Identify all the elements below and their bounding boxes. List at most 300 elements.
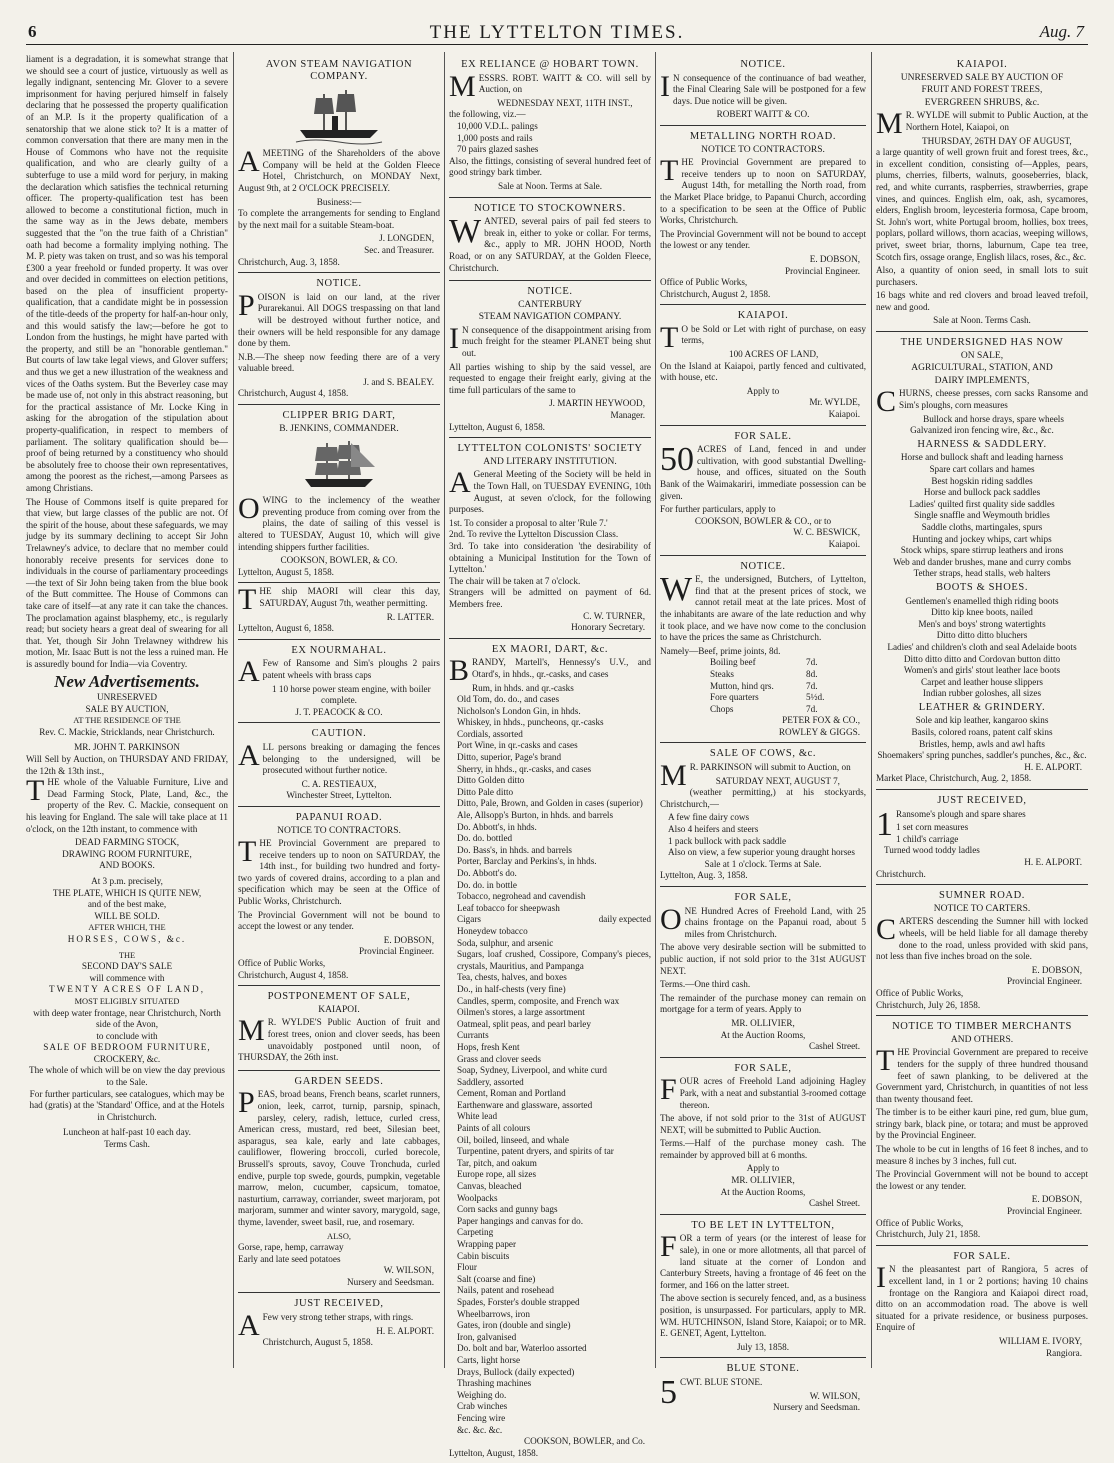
- ad-line: 2nd. To revive the Lyttelton Discussion Class.: [449, 529, 619, 540]
- ad-line: with deep water frontage, near Christchurch, North side of the Avon,: [33, 1007, 221, 1030]
- ad-body: OISON is laid on our land, at the river Purarekanui. All DOGS trespassing on that land will be destroyed without further notice, and their owners will be held responsible for any damage done by them.: [238, 291, 440, 349]
- column-rule: [655, 52, 656, 1368]
- drop-cap: O: [660, 902, 682, 936]
- item-list: [449, 121, 651, 156]
- list-item: Bullock and horse drays, spare wheels: [923, 413, 1064, 424]
- ad-avon-steam: [238, 54, 440, 273]
- list-item: Nails, patent and rosehead: [457, 1285, 554, 1296]
- item-list: [876, 596, 1088, 700]
- ad-date: Christchurch, July 21, 1858.: [876, 1229, 981, 1240]
- ad-title: JUST RECEIVED,: [937, 795, 1027, 807]
- ad-line: Early and late seed potatoes: [238, 1253, 341, 1264]
- ad-date: Lyttelton, Aug. 3, 1858.: [660, 870, 748, 881]
- ad-signature: PETER FOX & CO.,: [782, 715, 860, 726]
- ad-date: Office of Public Works,: [660, 277, 748, 288]
- ad-signature: MR. OLLIVIER,: [731, 1175, 795, 1186]
- list-item: Turpentine, patent dryers, and spirits of tar: [457, 1146, 614, 1157]
- list-item: Also 4 heifers and steers: [668, 824, 759, 835]
- price-value: 7d.: [806, 703, 818, 714]
- ad-signature: COOKSON, BOWLER, and Co.: [524, 1436, 645, 1447]
- ad-line: THE PLATE, WHICH IS QUITE NEW,: [52, 887, 202, 898]
- ad-signature: WILLIAM E. IVORY,: [998, 1335, 1082, 1346]
- ad-date: Christchurch, August 2, 1858.: [660, 288, 771, 299]
- ad-garden-seeds: [238, 1071, 440, 1294]
- list-item: Thrashing machines: [457, 1378, 532, 1389]
- ad-line: Gorse, rape, hemp, carraway: [238, 1242, 344, 1253]
- ad-title: FOR SALE,: [734, 1062, 792, 1074]
- ad-signature: J. LONGDEN,: [379, 233, 434, 244]
- list-item: 10,000 V.D.L. palings: [457, 120, 538, 131]
- ad-rangiora: [876, 1246, 1088, 1363]
- ad-body: HE Provincial Government are prepared to receive tenders up to noon on SATURDAY, August 14th, for metalling the North road, from the Market Place bridge, to Papanui Church, according to a specification to be seen at the Office of Public Works, Christchurch.: [660, 157, 866, 226]
- list-item: Paints of all colours: [457, 1123, 531, 1134]
- list-item: Earthenware and glassware, assorted: [457, 1099, 593, 1110]
- ad-signature: Mr. WYLDE,: [809, 397, 860, 408]
- ad-sumner-road: [876, 885, 1088, 1016]
- price-item: Steaks: [710, 668, 734, 679]
- ad-body: Terms.—One third cash.: [660, 979, 751, 990]
- ad-line: DEAD FARMING STOCK,: [74, 837, 180, 848]
- ad-body: R. WYLDE'S Public Auction of fruit and forest trees, onion and clover seeds, has been unavoidably postponed until noon, of THURSDAY, the 26th inst.: [238, 1017, 440, 1063]
- masthead: [26, 22, 1088, 45]
- list-item: Tobacco, negrohead and cavendish: [457, 891, 586, 902]
- ad-auction-mackie: [26, 692, 228, 1151]
- ad-line: MR. JOHN T. PARKINSON: [74, 742, 180, 753]
- ad-line: SECOND DAY'S SALE: [81, 961, 173, 972]
- drop-cap: T: [660, 320, 679, 354]
- ad-line: Terms Cash.: [104, 1139, 150, 1150]
- ad-body: (weather permitting,) at his stockyards, Christchurch,—: [660, 787, 866, 809]
- column-rule: [233, 52, 234, 1368]
- list-item: Cabin biscuits: [457, 1250, 510, 1261]
- ad-line: Apply to: [746, 1163, 780, 1174]
- drop-cap: M: [660, 759, 687, 793]
- ad-body: General Meeting of the Society will be held in the Town Hall, on TUESDAY EVENING, 10th August, at seven o'clock, for the following purposes.: [449, 469, 651, 515]
- list-item: Galvanized iron fencing wire, &c., &c.: [910, 425, 1054, 436]
- ad-line: The chair will be taken at 7 o'clock.: [449, 575, 581, 586]
- ad-line: THURSDAY, 26TH DAY OF AUGUST,: [921, 135, 1072, 146]
- ad-title: SUMNER ROAD.: [939, 890, 1025, 902]
- ad-hundred-acres: [660, 887, 866, 1058]
- item-list: [876, 452, 1088, 580]
- ad-date: Christchurch, August 4, 1858.: [238, 388, 349, 399]
- price-row: [660, 704, 866, 716]
- ad-implements: [876, 332, 1088, 790]
- list-item: Sherry, in hhds., qr.-casks, and cases: [457, 763, 592, 774]
- ad-signature: ROBERT WAITT & CO.: [716, 109, 810, 120]
- issue-date: Aug. 7: [1039, 22, 1084, 41]
- list-item: White lead: [457, 1111, 498, 1122]
- ad-body: To complete the arrangements for sending to England by the next mail for a suitable Steam-boat.: [238, 208, 440, 230]
- ad-line: Business:—: [316, 196, 362, 207]
- ad-line: For further particulars, see catalogues, which may be had (gratis) at the 'Standard' Office, and at the Hotels in Christchurch.: [29, 1088, 225, 1122]
- list-item: Web and dander brushes, mane and curry combs: [893, 556, 1071, 567]
- ad-line: 1 10 horse power steam engine, with boiler complete.: [271, 683, 431, 706]
- ad-date: Lyttelton, August 6, 1858.: [449, 421, 545, 432]
- list-item: Tea, chests, halves, and boxes: [457, 972, 567, 983]
- ad-signature: Provincial Engineer.: [784, 265, 860, 276]
- ad-body: Ransome's plough and spare shares: [896, 808, 1026, 819]
- list-item: Do. bolt and bar, Waterloo assorted: [457, 1343, 587, 1354]
- list-item: Bristles, hemp, awls and awl hafts: [919, 738, 1045, 749]
- ad-subtitle: EVERGREEN SHRUBS, &c.: [924, 97, 1040, 108]
- drop-cap: T: [238, 583, 257, 617]
- ad-body: The Provincial Government will not be bound to accept the lowest or any tender.: [876, 1169, 1088, 1191]
- ad-section-heading: HARNESS & SADDLERY.: [917, 438, 1047, 450]
- column-5: [876, 54, 1088, 1366]
- list-item: Carpet and leather house slippers: [921, 676, 1043, 687]
- drop-cap: W: [449, 213, 482, 251]
- list-item: Oil, boiled, linseed, and whale: [457, 1134, 570, 1145]
- ad-signature: Honorary Secretary.: [571, 622, 645, 633]
- ad-line: TWENTY ACRES OF LAND,: [49, 984, 205, 995]
- ad-signature: R. LATTER.: [386, 611, 434, 622]
- ad-signature: Manager.: [610, 410, 645, 421]
- ad-signature: W. WILSON,: [809, 1390, 860, 1401]
- ad-line: 100 ACRES OF LAND,: [728, 349, 819, 360]
- ad-signature: Rangiora.: [1046, 1347, 1082, 1358]
- ad-timber-merchants: [876, 1016, 1088, 1246]
- ad-line: The whole of which will be on view the day previous to the Sale.: [29, 1065, 225, 1088]
- price-row: [660, 692, 866, 704]
- ad-body: OR a term of years (or the interest of lease for sale), in one or more allotments, all that parcel of land situate at the corner of London and Canterbury Streets, having a frontage of 46 feet on the former, and 166 on the latter street.: [660, 1233, 866, 1290]
- ad-line: Sale at Noon. Terms Cash.: [933, 315, 1031, 326]
- ad-title: NOTICE.: [316, 278, 362, 290]
- list-item: Ditto kip knee boots, nailed: [931, 607, 1033, 618]
- ad-title: EX NOURMAHAL.: [291, 644, 387, 656]
- ad-signature: ROWLEY & GIGGS.: [778, 726, 860, 737]
- drop-cap: P: [238, 1086, 255, 1120]
- list-item: Corn sacks and gunny bags: [457, 1204, 558, 1215]
- ad-signature: Cashel Street.: [808, 1041, 860, 1052]
- drop-cap: A: [449, 466, 471, 500]
- list-item: Shoemakers' spring punches, saddler's punches, &c., &c.: [877, 750, 1087, 761]
- ad-body: N consequence of the continuance of bad weather, the Final Clearing Sale will be postponed for a few days. Due notice will be given.: [673, 72, 866, 106]
- ad-title: JUST RECEIVED,: [294, 1298, 384, 1310]
- ad-title: NOTICE TO TIMBER MERCHANTS: [892, 1021, 1072, 1033]
- list-item: Nicholson's London Gin, in hhds.: [457, 705, 581, 716]
- ad-section-heading: LEATHER & GRINDERY.: [918, 701, 1046, 713]
- list-item: Ditto ditto ditto and Cordovan button ditto: [903, 653, 1061, 664]
- list-item: Do. do. in bottle: [457, 879, 517, 890]
- ad-signature: Winchester Street, Lyttelton.: [286, 790, 392, 801]
- ad-title: CAUTION.: [311, 728, 367, 740]
- list-item: Wheelbarrows, iron: [457, 1308, 530, 1319]
- ad-canterbury-steam: [449, 281, 651, 438]
- ad-body: Terms.—Half of the purchase money cash. The remainder by approved bill at 6 months.: [660, 1138, 866, 1160]
- list-item: Soap, Sydney, Liverpool, and white curd: [457, 1065, 607, 1076]
- ad-line: For further particulars, apply to: [660, 504, 776, 515]
- ad-date: Office of Public Works,: [876, 1217, 964, 1228]
- drop-cap: O: [238, 492, 260, 526]
- ad-signature: J. and S. BEALEY.: [363, 376, 434, 387]
- list-item: Wrapping paper: [457, 1239, 517, 1249]
- item-list: [876, 414, 1088, 437]
- ad-body: Few very strong tether straps, with rings.: [262, 1312, 414, 1323]
- ad-line: Strangers will be admitted on payment of 6d. Members free.: [449, 587, 651, 609]
- drop-cap: A: [238, 145, 260, 179]
- ad-date: Lyttelton, August 6, 1858.: [238, 623, 334, 634]
- ad-signature: J. T. PEACOCK & CO.: [295, 706, 383, 717]
- ad-subtitle: DAIRY IMPLEMENTS,: [934, 375, 1030, 386]
- list-item: Port Wine, in qr.-casks and cases: [457, 740, 578, 751]
- list-item: Hops, fresh Kent: [457, 1041, 520, 1052]
- price-item: Mutton, hind qrs.: [710, 680, 774, 691]
- drop-cap: A: [238, 1309, 260, 1343]
- list-item: Porter, Barclay and Perkins's, in hhds.: [457, 856, 597, 867]
- drop-cap: T: [26, 774, 45, 808]
- ad-ex-nourmahal: [238, 640, 440, 724]
- list-item: Cigars: [457, 914, 481, 925]
- ad-signature: Provincial Engineer.: [1006, 1206, 1082, 1217]
- ad-date: July 13, 1858.: [736, 1341, 790, 1352]
- ad-title: EX RELIANCE @ HOBART TOWN.: [461, 59, 639, 70]
- ad-line: SALE OF BEDROOM FURNITURE,: [43, 1042, 211, 1053]
- item-list: [660, 812, 866, 858]
- ad-signature: W. C. BESWICK,: [793, 527, 860, 538]
- ad-line: WEDNESDAY NEXT, 11TH INST.,: [497, 97, 633, 108]
- ad-date: Christchurch, July 26, 1858.: [876, 999, 981, 1010]
- ad-body: N the pleasantest part of Rangiora, 5 acres of excellent land, in 1 or 2 portions; having 10 chains frontage on the Rangiora and Kaiapoi direct road, ditto on an accommodation road. The above is well situated for a private residence, or business purposes. Enquire of: [876, 1264, 1088, 1333]
- ad-line: Luncheon at half-past 10 each day.: [63, 1127, 191, 1138]
- ad-line: SALE BY AUCTION,: [85, 703, 169, 714]
- list-item: Ditto Pale ditto: [457, 786, 514, 797]
- ad-sale-of-cows: [660, 743, 866, 887]
- price-value: 8d.: [806, 668, 818, 679]
- list-item: Currants: [457, 1030, 489, 1041]
- list-item: Tether straps, head stalls, web halters: [913, 568, 1051, 579]
- list-item: Best hogskin riding saddles: [931, 475, 1033, 486]
- ad-date: Christchurch, August 4, 1858.: [238, 969, 349, 980]
- ad-just-received-straps: [238, 1293, 440, 1352]
- drop-cap: M: [238, 1014, 265, 1048]
- list-item: Weighing do.: [457, 1389, 507, 1400]
- list-item: Tar, pitch, and oakum: [457, 1157, 537, 1168]
- ad-date: Office of Public Works,: [238, 958, 326, 969]
- page-number: 6: [28, 22, 37, 41]
- ad-signature: H. E. ALPORT.: [376, 1325, 434, 1336]
- ad-signature: E. DOBSON,: [1031, 1194, 1082, 1205]
- ad-title: METALLING NORTH ROAD.: [689, 130, 837, 142]
- list-item: Candles, sperm, composite, and French wax: [457, 995, 620, 1006]
- ad-body: The above, if not sold prior to the 31st of AUGUST NEXT, will be submitted to Public Auction.: [660, 1113, 866, 1135]
- list-item: 1 child's carriage: [896, 833, 959, 844]
- ad-line: Rev. C. Mackie, Stricklands, near Christchurch.: [39, 726, 215, 737]
- ad-body: The above section is securely fenced, and, as a business position, is unsurpassed. For particulars, apply to MR. WM. HUTCHINSON, Island Store, Kaiapoi; or to MR. E. GENET, Agent, Lyttelton.: [660, 1293, 866, 1339]
- list-item: Cordials, assorted: [457, 728, 523, 739]
- list-item: Fencing wire: [457, 1412, 506, 1423]
- list-item: Sugars, loaf crushed, Cossipore, Company's pieces, crystals, Mauritius, and Pampanga: [457, 949, 651, 971]
- ad-signature: MR. OLLIVIER,: [731, 1017, 795, 1028]
- ad-body: HE ship MAORI will clear this day, SATURDAY, August 7th, weather permitting.: [259, 586, 440, 608]
- ad-kaiapoi-trees: [876, 54, 1088, 332]
- drop-cap: A: [238, 738, 260, 772]
- ad-butchers-notice: [660, 556, 866, 744]
- drop-cap: I: [660, 69, 670, 103]
- ad-body: RANDY, Martell's, Hennessy's U.V., and Otard's, in hhds., qr.-casks, and cases: [472, 657, 651, 679]
- list-item: Flour: [457, 1262, 477, 1273]
- ad-line: AFTER WHICH, THE: [88, 923, 166, 933]
- ad-date: Lyttelton, August 5, 1858.: [238, 566, 334, 577]
- ad-body: N consequence of the disappointment arising from much freight for the steamer PLANET being shut out.: [462, 324, 651, 359]
- price-item: Chops: [710, 703, 734, 714]
- list-item: Ladies' quilted first quality side saddles: [909, 498, 1055, 509]
- ad-subtitle: UNRESERVED SALE BY AUCTION OF: [900, 72, 1064, 83]
- ad-fifty-acres: [660, 426, 866, 556]
- drop-cap: T: [238, 835, 257, 869]
- ad-subtitle: NOTICE TO CONTRACTORS.: [277, 825, 401, 836]
- ad-date: Office of Public Works,: [876, 987, 964, 998]
- list-item: Rum, in hhds. and qr.-casks: [472, 682, 574, 693]
- sailing-ship-icon: [299, 437, 379, 493]
- list-item: Salt (coarse and fine): [457, 1273, 536, 1284]
- list-item: Also on view, a few superior young draught horses: [668, 847, 855, 858]
- ad-date: Market Place, Christchurch, Aug. 2, 1858.: [876, 773, 1032, 784]
- ad-signature: COOKSON, BOWLER & CO., or to: [694, 515, 832, 526]
- ad-to-let: [660, 1215, 866, 1359]
- ad-signature: J. MARTIN HEYWOOD,: [549, 398, 645, 409]
- ad-signature: Kaiapoi.: [828, 538, 860, 549]
- ad-title: FOR SALE,: [734, 892, 792, 903]
- list-item: Saddle cloths, martingales, spurs: [921, 521, 1043, 532]
- list-item: Turned wood toddy ladles: [884, 845, 980, 856]
- ad-title: TO BE LET IN LYTTELTON,: [691, 1219, 835, 1231]
- editorial-paragraph: liament is a degradation, it is somewhat strange that we should see a court of justice, virtuously as well as legally indignant, sentencing Mr. Glover to a severe imprisonment for having perjured himself in falsely declaring that he possessed the property qualification of an M.P. Is it the property qualification of a senatorship that we alone stick to? It is a matter of common conversation that there are many men in the House of Commons who have not the requisite qualification, and who are clearly guilty of a subterfuge to use a mild word for perjury, in making the declaration which satisfies the technical returning officer. The property-qualification test has been allowed to become a constitutional fiction, much in the same way as in the Jews debate, members suggested that the "on the true faith of a Christian" oath had become a formality implying nothing. The M. P. piety was taken on trust, and so was his temporal £300 a year freehold or funded property. It was over and over decided in committees on election petitions, based on the plea of insufficient property-qualification, that a candidate might be in possession of the title-deeds of the property for half-an-hour only, and this would satisfy the law;—before he got to London from the hustings, he might have parted with the property, and still be an "honorable gentleman." But courts of law take legal views, and Glover suffers; and thus we get a new illustration of the weakness and vices of the Oaths system. But the Beverley case may be made use of, not only in this abstract reasoning, but for the practical assistance of Mr. Locke King in asking for the abrogation of the stipulation about property-qualification, in respect to members of parliament. The solitary qualification should be—proof of being returned by a constituency who should be absolutely free to choose their own representatives, among the poorest as the richest,—among Parsees as among Christians.: [26, 54, 228, 493]
- list-item: Drays, Bullock (daily expected): [457, 1366, 575, 1377]
- item-list: [876, 822, 1088, 857]
- ad-line: MOST ELIGIBLY SITUATED: [74, 996, 180, 1006]
- ad-body: The above very desirable section will be submitted to public auction, if not sold prior to the 31st AUGUST NEXT.: [660, 942, 866, 976]
- ad-subtitle: NOTICE TO CARTERS.: [933, 903, 1031, 914]
- list-item: Gates, iron (double and single): [457, 1320, 571, 1331]
- ad-signature: Cashel Street.: [808, 1198, 860, 1209]
- ad-title: EX MAORI, DART, &c.: [491, 643, 609, 655]
- drop-cap: C: [876, 913, 897, 947]
- list-item: Hunting and jockey whips, cart whips: [912, 533, 1052, 544]
- ad-caution: [238, 723, 440, 807]
- ad-title: FOR SALE.: [734, 430, 792, 442]
- ad-kaiapoi-land: [660, 305, 866, 425]
- ad-title: THE UNDERSIGNED HAS NOW: [900, 337, 1064, 349]
- list-item: Honeydew tobacco: [457, 925, 528, 936]
- list-item: Do. Abbott's, in hhds.: [457, 821, 537, 832]
- ad-line: to conclude with: [96, 1030, 158, 1041]
- list-item: 70 pairs glazed sashes: [457, 144, 539, 155]
- ad-poison-notice: [238, 273, 440, 405]
- drop-cap: B: [449, 654, 470, 688]
- drop-cap: M: [876, 107, 903, 141]
- ad-ex-reliance: [449, 54, 651, 198]
- price-row: [660, 681, 866, 693]
- list-item: Carpeting: [457, 1227, 494, 1238]
- column-rule: [444, 52, 445, 1368]
- list-item: Horse and bullock pack saddles: [923, 487, 1041, 498]
- ad-line: and of the best make,: [87, 899, 167, 910]
- ad-subtitle: AND LITERARY INSTITUTION.: [483, 456, 617, 467]
- ad-body: ACRES of Land, fenced in and under cultivation, with good substantial Dwelling-house, and offices, situated on the South Bank of the Waimakariri, immediate possession can be given.: [660, 444, 866, 501]
- ad-line: Namely—Beef, prime joints, 8d.: [660, 645, 781, 656]
- drop-cap: M: [449, 69, 476, 103]
- ad-signature: At the Auction Rooms,: [720, 1029, 806, 1040]
- list-item: Horse and bullock shaft and leading harness: [900, 452, 1064, 463]
- ad-title: NOTICE.: [527, 286, 573, 298]
- drop-cap: 50: [660, 441, 694, 479]
- drop-cap: P: [238, 288, 255, 322]
- ad-subtitle: AND OTHERS.: [950, 1034, 1014, 1045]
- ad-signature: At the Auction Rooms,: [720, 1186, 806, 1197]
- ad-body: N.B.—The sheep now feeding there are of a very valuable breed.: [238, 351, 440, 374]
- ad-line: AND BOOKS.: [99, 860, 155, 871]
- ad-body: R. PARKINSON will submit to Auction, on: [689, 762, 851, 773]
- ad-line: Apply to: [746, 385, 780, 396]
- ad-body: ESSRS. ROBT. WAITT & CO. will sell by Auction, on: [478, 72, 651, 95]
- list-item: Ladies' and children's cloth and seal Adelaide boots: [887, 641, 1077, 652]
- ad-line: THE: [118, 950, 136, 960]
- ad-title: AVON STEAM NAVIGATION COMPANY.: [265, 59, 413, 82]
- ad-body: NE Hundred Acres of Freehold Land, with 25 chains frontage on the Papanui road, about 5 miles from Christchurch.: [684, 905, 866, 939]
- ad-signature: Nursery and Seedsman.: [772, 1402, 860, 1413]
- ad-signature: C. W. TURNER,: [583, 610, 645, 621]
- ad-line: SATURDAY NEXT, AUGUST 7,: [715, 775, 840, 786]
- ad-title: KAIAPOI.: [737, 310, 789, 322]
- ad-body: OUR acres of Freehold Land adjoining Hagley Park, with a neat and substantial 3-roomed cottage thereon.: [679, 1076, 866, 1110]
- list-item: Gentlemen's enamelled thigh riding boots: [905, 595, 1059, 606]
- drop-cap: T: [660, 154, 679, 188]
- ad-signature: H. E. ALPORT.: [1024, 761, 1082, 772]
- drop-cap: I: [876, 1261, 886, 1295]
- drop-cap: 5: [660, 1373, 677, 1411]
- ad-date: Lyttelton, August, 1858.: [449, 1447, 539, 1458]
- steamship-icon: [294, 84, 384, 146]
- ad-signature: Nursery and Seedsman.: [346, 1276, 434, 1287]
- ad-title: NOTICE.: [740, 59, 786, 70]
- ad-date: Christchurch.: [876, 868, 926, 879]
- ad-colonists-society: [449, 438, 651, 639]
- drop-cap: F: [660, 1230, 677, 1264]
- ad-body: ARTERS descending the Sumner hill with locked wheels, will be held liable for all damage thereby done to the road, unless provided with skid pans, not less than five inches broad on the sole.: [876, 916, 1088, 962]
- ad-section-heading: BOOTS & SHOES.: [935, 581, 1029, 593]
- ad-body: Also, a quantity of onion seed, in small lots to suit purchasers.: [876, 265, 1088, 287]
- price-list: [660, 657, 866, 715]
- ad-subtitle: KAIAPOI.: [318, 1004, 360, 1015]
- editorial-paragraph: The House of Commons itself is quite prepared for that view, but large classes of the public are not. Of the spirit of the house, about these safeguards, we may judge by its summary declining to accept Sir John Trelawney's advice, to declare that no member could honorably receive presents for services done to individuals in the course of parliamentary proceedings—the text of Sir John being taken from the blue book of the Butt committee. The House of Commons can take care of itself—at any rate it can take the chances. The proclamation against blasphemy, etc., is regularly read; but society hears a great deal of swearing for all that. Yet, though Sir John Trelawney withdrew his motion, Mr. Isaac Butt is not the less a ruined man. He is assuredly bound for India—via Coventry.: [26, 496, 228, 669]
- list-item: Canvas, bleached: [457, 1181, 522, 1192]
- ad-subtitle: ON SALE,: [960, 350, 1004, 361]
- ad-signature: Sec. and Treasurer.: [364, 244, 434, 255]
- column-3: [449, 54, 651, 1458]
- ad-title: PAPANUI ROAD.: [295, 811, 383, 823]
- ad-line: Will Sell by Auction, on THURSDAY AND FRIDAY, the 12th & 13th inst.,: [26, 754, 228, 776]
- ad-body: All parties wishing to ship by the said vessel, are requested to engage their freight early, giving at the time full particulars of the same to: [449, 361, 651, 395]
- list-item: Do. Abbott's do.: [457, 868, 517, 878]
- ad-date: Christchurch, August 5, 1858.: [262, 1337, 373, 1348]
- ad-line: the following, viz.—: [449, 109, 526, 120]
- ad-title: LYTTELTON COLONISTS' SOCIETY: [457, 443, 643, 455]
- list-item: Grass and clover seeds: [457, 1053, 541, 1064]
- ad-title: BLUE STONE.: [726, 1363, 800, 1375]
- ad-subtitle: FRUIT AND FOREST TREES,: [921, 85, 1043, 96]
- list-item: Oatmeal, split peas, and pearl barley: [457, 1018, 591, 1029]
- ad-body: The timber is to be either kauri pine, red gum, blue gum, stringy bark, black pine, or totara; and must be approved by the Provincial Engineer.: [876, 1107, 1088, 1141]
- ad-papanui-road: [238, 807, 440, 986]
- brace-note: daily expected: [598, 914, 651, 925]
- ad-body: HE Provincial Government are prepared to receive tenders up to noon on SATURDAY, the 14th inst., for building two hundred and forty-two yards of covered drains, according to a plan and specification which may be seen at the Office of Public Works, Christchurch.: [238, 838, 440, 907]
- ad-body: ANTED, several pairs of pail fed steers to break in, either to yoke or collar. For terms, &c., apply to MR. JOHN HOOD, North Road, or on any SATURDAY, at the Golden Fleece, Christchurch.: [449, 216, 651, 273]
- list-item: Indian rubber goloshes, all sizes: [922, 688, 1042, 699]
- ad-blue-stone: [660, 1358, 866, 1417]
- ad-body: WING to the inclemency of the weather preventing produce from coming over from the plains, the date of sailing of this vessel is altered to TUESDAY, August 10, which will give intending shippers further facilities.: [238, 495, 440, 552]
- list-item: Do. Bass's, in hhds. and barrels: [457, 844, 572, 855]
